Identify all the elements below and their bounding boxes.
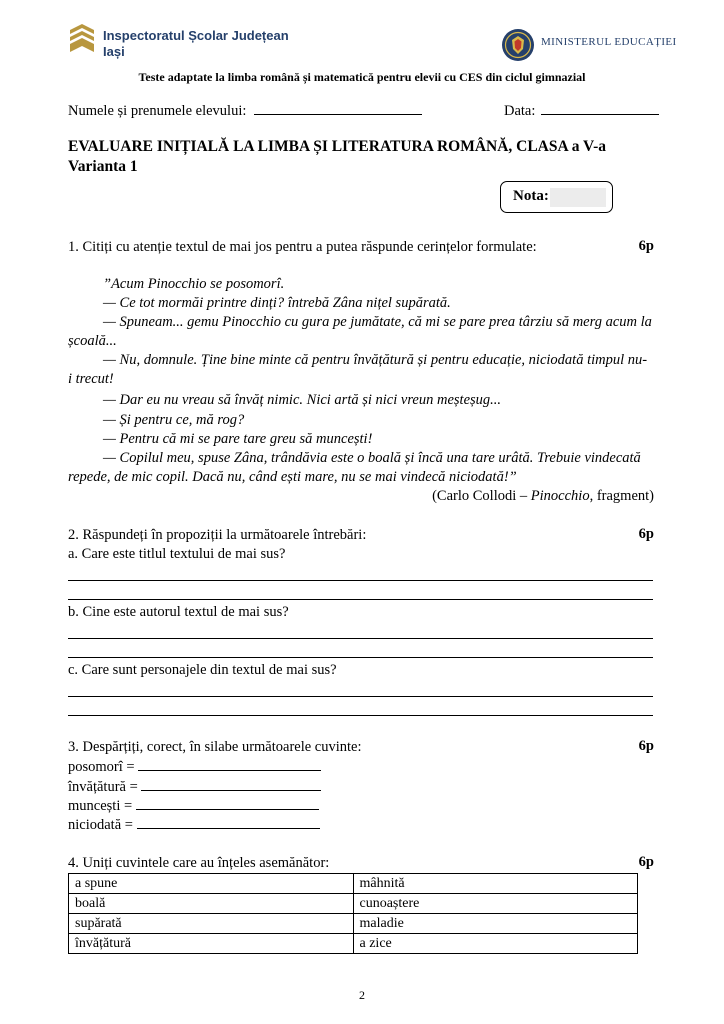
answer-line[interactable] [68,696,653,697]
text-line: — Nu, domnule. Ține bine minte că pentru învățătură și pentru educație, niciodată timpul nu- [103,352,648,368]
text-line: — Dar eu nu vreau să învăț nimic. Nici artă și nici vreun meșteșug... [103,392,502,408]
right-word[interactable]: maladie [353,914,638,934]
left-word[interactable]: învățătură [69,934,354,954]
syllable-word: niciodată = [68,817,133,833]
q2-prompt: 2. Răspundeți în propoziții la următoarele întrebări: [68,527,367,543]
source-suffix: , fragment) [589,488,654,504]
text-line: ”Acum Pinocchio se posomorî. [103,276,285,292]
isj-logo [68,22,96,59]
answer-line[interactable] [68,599,653,600]
q2-points: 6p [638,526,654,542]
answer-line[interactable] [68,580,653,581]
matching-table [68,873,638,954]
government-emblem-icon [501,28,535,67]
isj-name: Inspectoratul Școlar Județean [103,28,289,43]
q1-points: 6p [638,238,654,254]
left-word[interactable]: boală [69,894,354,914]
text-line: — Ce tot mormăi printre dinți? întrebă Zâna nițel supărată. [103,295,451,311]
table-row [69,914,638,934]
ministry-name: MINISTERUL EDUCAȚIEI [541,36,677,48]
page-number: 2 [359,988,365,1002]
syllable-word: învățătură = [68,779,138,795]
text-line: repede, de mic copil. Dacă nu, când ești mare, nu se mai vindecă niciodată!” [68,469,517,485]
answer-line[interactable] [68,638,653,639]
answer-line[interactable] [68,657,653,658]
syllable-row [68,797,319,815]
student-name-row [68,102,422,120]
table-row [69,874,638,894]
left-word[interactable]: supărată [69,914,354,934]
q2a-question: a. Care este titlul textului de mai sus? [68,546,286,562]
q2c-question: c. Care sunt personajele din textul de mai sus? [68,662,337,678]
text-source [432,487,654,505]
text-line: i trecut! [68,371,114,387]
q2b-question: b. Cine este autorul textul de mai sus? [68,604,289,620]
left-word[interactable]: a spune [69,874,354,894]
syllable-answer-field[interactable] [137,816,320,829]
source-title: Pinocchio [530,488,590,504]
q3-prompt: 3. Despărțiți, corect, în silabe următoarele cuvinte: [68,739,362,755]
q1-prompt: 1. Citiți cu atenție textul de mai jos pentru a putea răspunde cerințelor formulate: [68,239,537,255]
syllable-row [68,758,321,776]
student-name-field[interactable] [254,102,422,115]
right-word[interactable]: mâhnită [353,874,638,894]
source-prefix: (Carlo Collodi – [432,488,531,504]
text-line: — Pentru că mi se pare tare greu să muncești! [103,431,373,447]
text-line: școală... [68,333,117,349]
syllable-row [68,778,321,796]
syllable-answer-field[interactable] [136,797,319,810]
grade-field[interactable] [550,188,606,207]
grade-label: Nota: [513,188,549,204]
test-subtitle: Teste adaptate la limba română și matematică pentru elevii cu CES din ciclul gimnazial [138,70,586,84]
table-row [69,894,638,914]
student-name-label: Numele și prenumele elevului: [68,103,247,119]
text-line: — Copilul meu, spuse Zâna, trândăvia este o boală și încă una tare urâtă. Trebuie vindecată [103,450,641,466]
q4-prompt: 4. Uniți cuvintele care au înțeles asemănător: [68,855,330,871]
right-word[interactable]: cunoaștere [353,894,638,914]
answer-line[interactable] [68,715,653,716]
q4-points: 6p [638,854,654,870]
variant-title: Varianta 1 [68,158,138,175]
page-title: EVALUARE INIȚIALĂ LA LIMBA ȘI LITERATURA ROMÂNĂ, CLASA a V-a [68,138,607,155]
table-row [69,934,638,954]
date-field[interactable] [541,102,659,115]
syllable-answer-field[interactable] [141,778,321,791]
syllable-word: posomorî = [68,759,135,775]
text-line: — Și pentru ce, mă rog? [103,412,245,428]
q3-points: 6p [638,738,654,754]
syllable-row [68,816,320,834]
date-row [504,102,659,120]
isj-city: Iași [103,44,125,59]
syllable-answer-field[interactable] [138,758,321,771]
right-word[interactable]: a zice [353,934,638,954]
syllable-word: muncești = [68,798,133,814]
text-line: — Spuneam... gemu Pinocchio cu gura pe jumătate, că mi se pare prea târziu să merg acum la [103,314,652,330]
date-label: Data: [504,103,536,119]
